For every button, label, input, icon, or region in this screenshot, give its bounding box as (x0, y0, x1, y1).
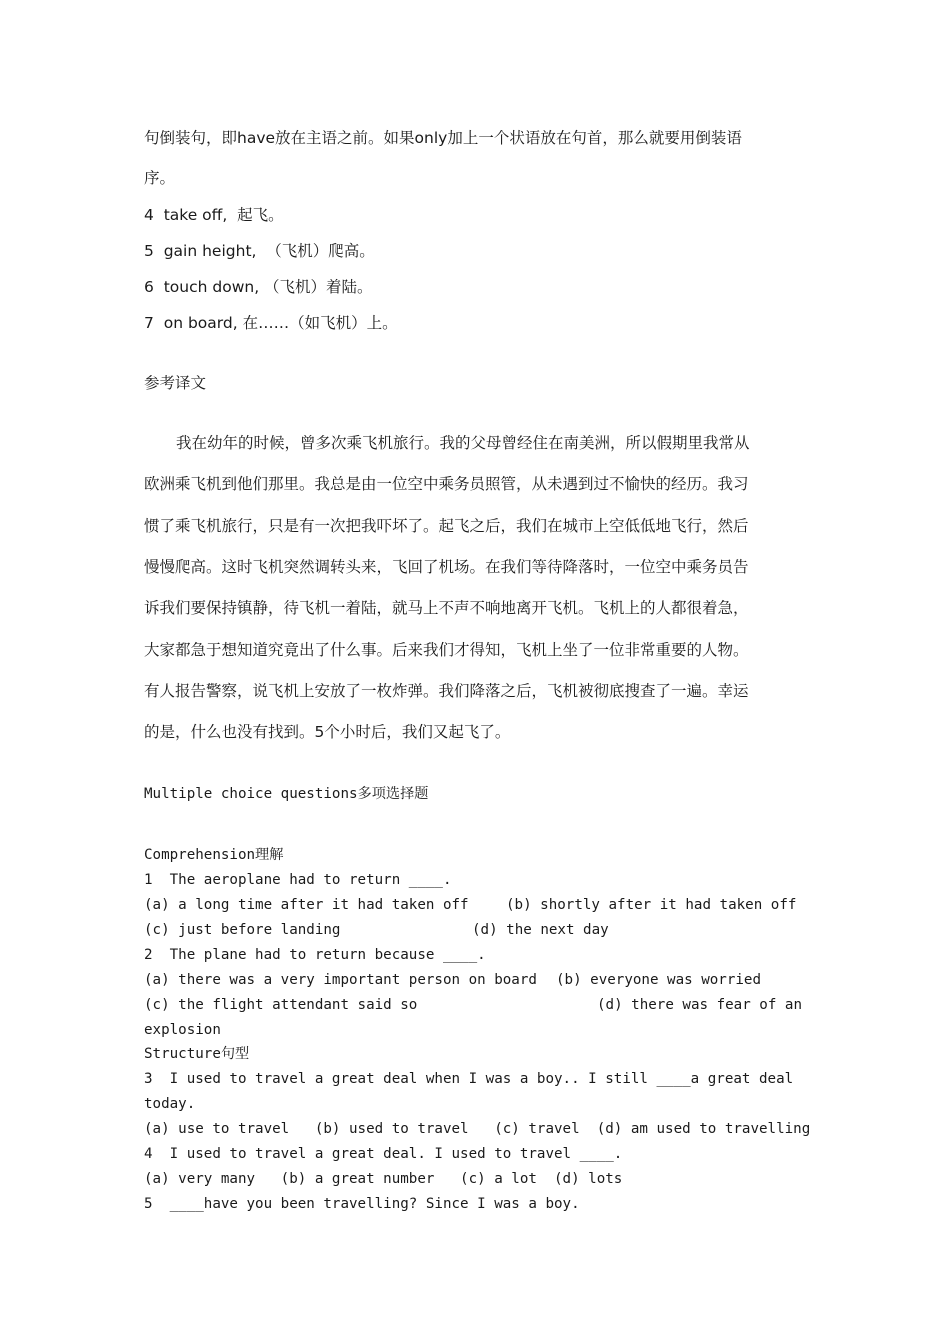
q2-option-c: (c) the flight attendant said so (144, 997, 418, 1013)
structure-title: Structure句型 (144, 1046, 250, 1062)
q2-option-b: (b) everyone was worried (556, 972, 761, 988)
translation-line: 我在幼年的时候，曾多次乘飞机旅行。我的父母曾经住在南美洲，所以假期里我常从 (176, 434, 750, 452)
translation-line: 慢慢爬高。这时飞机突然调转头来，飞回了机场。在我们等待降落时，一位空中乘务员告 (144, 558, 749, 576)
q1-option-b: (b) shortly after it had taken off (506, 897, 797, 913)
q4-options: (a) very many (b) a great number (c) a lot (d) lots (144, 1171, 623, 1187)
question-5: 5 ____have you been travelling? Since I was a boy. (144, 1196, 580, 1212)
question-2: 2 The plane had to return because ____. (144, 947, 486, 963)
notes-line-cont: 序。 (144, 169, 176, 187)
translation-line: 惯了乘飞机旅行，只是有一次把我吓坏了。起飞之后，我们在城市上空低低地飞行，然后 (144, 517, 749, 535)
question-3: 3 I used to travel a great deal when I was a boy.. I still ____a great deal (144, 1071, 794, 1087)
translation-heading: 参考译文 (144, 374, 207, 392)
translation-line: 欧洲乘飞机到他们那里。我总是由一位空中乘务员照管，从未遇到过不愉快的经历。我习 (144, 475, 749, 493)
q2-option-a: (a) there was a very important person on board (144, 972, 537, 988)
translation-line: 诉我们要保持镇静，待飞机一着陆，就马上不声不响地离开飞机。飞机上的人都很着急， (144, 599, 749, 617)
question-3-cont: today. (144, 1096, 196, 1112)
q1-option-d: (d) the next day (472, 922, 609, 938)
q1-option-c: (c) just before landing (144, 922, 341, 938)
q3-options: (a) use to travel (b) used to travel (c) travel (d) am used to travelling (144, 1121, 811, 1137)
translation-line: 的是，什么也没有找到。5个小时后，我们又起飞了。 (144, 723, 511, 741)
q2-option-d-cont: explosion (144, 1022, 221, 1038)
q2-option-d: (d) there was fear of an (597, 997, 802, 1013)
q1-option-a: (a) a long time after it had taken off (144, 897, 469, 913)
comprehension-title: Comprehension理解 (144, 847, 284, 863)
question-1: 1 The aeroplane had to return ____. (144, 872, 452, 888)
question-4: 4 I used to travel a great deal. I used to travel ____. (144, 1146, 623, 1162)
note-item-4: 4 take off, 起飞。 (144, 206, 284, 224)
note-item-6: 6 touch down, （飞机）着陆。 (144, 278, 373, 296)
translation-line: 大家都急于想知道究竟出了什么事。后来我们才得知，飞机上坐了一位非常重要的人物。 (144, 641, 749, 659)
note-item-7: 7 on board, 在……（如飞机）上。 (144, 314, 398, 332)
notes-line-top: 句倒装句，即have放在主语之前。如果only加上一个状语放在句首，那么就要用倒装语 (144, 129, 742, 147)
translation-line: 有人报告警察，说飞机上安放了一枚炸弹。我们降落之后，飞机被彻底搜查了一遍。幸运 (144, 682, 749, 700)
note-item-5: 5 gain height, （飞机）爬高。 (144, 242, 375, 260)
section-title: Multiple choice questions多项选择题 (144, 786, 429, 802)
